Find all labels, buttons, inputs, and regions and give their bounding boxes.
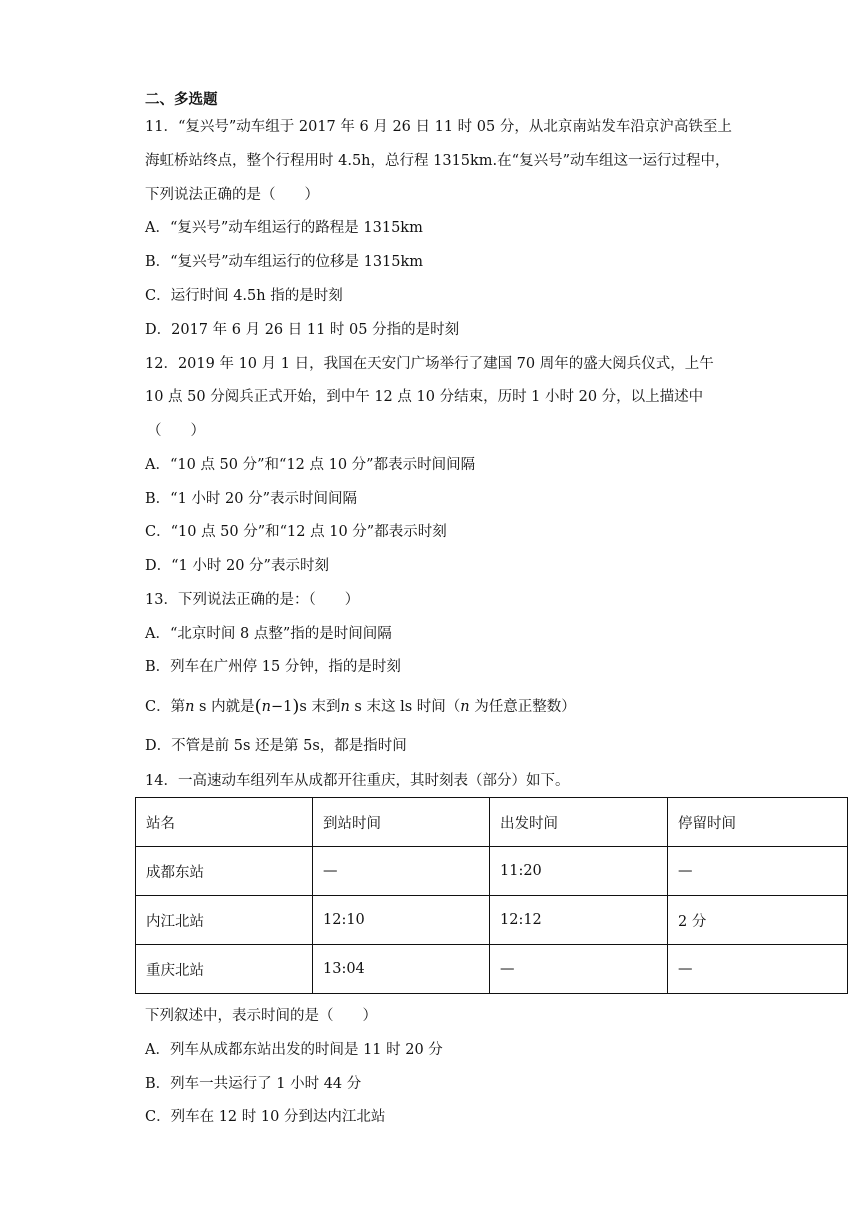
table-cell: — [490,945,668,994]
table-cell: 2 分 [668,896,848,945]
q13-option-c-prefix: C．第 [145,699,186,715]
q11-option-b: B．“复兴号”动车组运行的位移是 1315km [145,254,424,270]
table-cell: 12:10 [313,896,490,945]
q11-option-c: C．运行时间 4.5h 指的是时刻 [145,288,343,304]
q12-option-a: A．“10 点 50 分”和“12 点 10 分”都表示时间间隔 [145,457,476,473]
table-cell: 12:12 [490,896,668,945]
q13-option-a: A．“北京时间 8 点整”指的是时间间隔 [145,626,392,642]
table-row [136,896,848,945]
table-header-cell: 站名 [136,798,313,847]
table-header-cell: 出发时间 [490,798,668,847]
table-cell: 内江北站 [136,896,313,945]
math-variable-n: n [261,699,271,715]
timetable [135,797,848,994]
q13-option-d: D．不管是前 5s 还是第 5s，都是指时间 [145,738,407,754]
q13-option-c-part4: s 末这 ls 时间（ [349,699,461,715]
table-cell: 13:04 [313,945,490,994]
table-cell: 成都东站 [136,847,313,896]
math-variable-n: n [460,699,470,715]
table-cell: 重庆北站 [136,945,313,994]
q12-stem-line-2: 10 点 50 分阅兵正式开始，到中午 12 点 10 分结束，历时 1 小时 20 分，以上描述中 [145,389,704,405]
q14-stem-after: 下列叙述中，表示时间的是（ ） [145,1008,377,1024]
table-header-cell: 停留时间 [668,798,848,847]
q13-option-c [145,696,576,717]
section-title: 二、多选题 [145,91,218,108]
q12-option-c: C．“10 点 50 分”和“12 点 10 分”都表示时刻 [145,524,447,540]
q12-option-d: D．“1 小时 20 分”表示时刻 [145,558,329,574]
q13-stem-line-1: 13．下列说法正确的是：（ ） [145,592,360,608]
table-header-row [136,798,848,847]
math-minus-one: −1 [271,699,293,715]
q12-stem-line-1: 12．2019 年 10 月 1 日，我国在天安门广场举行了建国 70 周年的盛大阅兵仪式，上午 [145,356,714,372]
q13-option-b: B．列车在广州停 15 分钟，指的是时刻 [145,659,401,675]
table-cell: — [668,945,848,994]
math-paren-open: ( [254,696,262,717]
table-cell: — [313,847,490,896]
table-row [136,945,848,994]
q11-stem-line-1: 11．“复兴号”动车组于 2017 年 6 月 26 日 11 时 05 分，从北京南站发车沿京沪高铁至上 [145,119,732,135]
q13-option-c-part5: 为任意正整数） [469,699,576,715]
math-variable-n: n [340,699,350,715]
q14-stem-line-1: 14．一高速动车组列车从成都开往重庆，其时刻表（部分）如下。 [145,773,570,789]
q12-stem-line-3: （ ） [147,423,205,439]
table-row [136,847,848,896]
q11-stem-line-2: 海虹桥站终点，整个行程用时 4.5h，总行程 1315km.在“复兴号”动车组这一运行过程中， [145,153,730,169]
q14-option-a: A．列车从成都东站出发的时间是 11 时 20 分 [145,1042,443,1058]
table-cell: — [668,847,848,896]
q12-option-b: B．“1 小时 20 分”表示时间间隔 [145,491,357,507]
q13-option-c-part2: s 内就是 [194,699,255,715]
table-header-cell: 到站时间 [313,798,490,847]
table-cell: 11:20 [490,847,668,896]
q11-stem-line-3: 下列说法正确的是（ ） [145,187,319,203]
math-paren-close: ) [292,696,300,717]
q13-option-c-part3: s 末到 [299,699,341,715]
math-variable-n: n [185,699,195,715]
q11-option-d: D．2017 年 6 月 26 日 11 时 05 分指的是时刻 [145,322,460,338]
q14-option-c: C．列车在 12 时 10 分到达内江北站 [145,1109,386,1125]
q14-option-b: B．列车一共运行了 1 小时 44 分 [145,1076,362,1092]
q11-option-a: A．“复兴号”动车组运行的路程是 1315km [145,220,423,236]
